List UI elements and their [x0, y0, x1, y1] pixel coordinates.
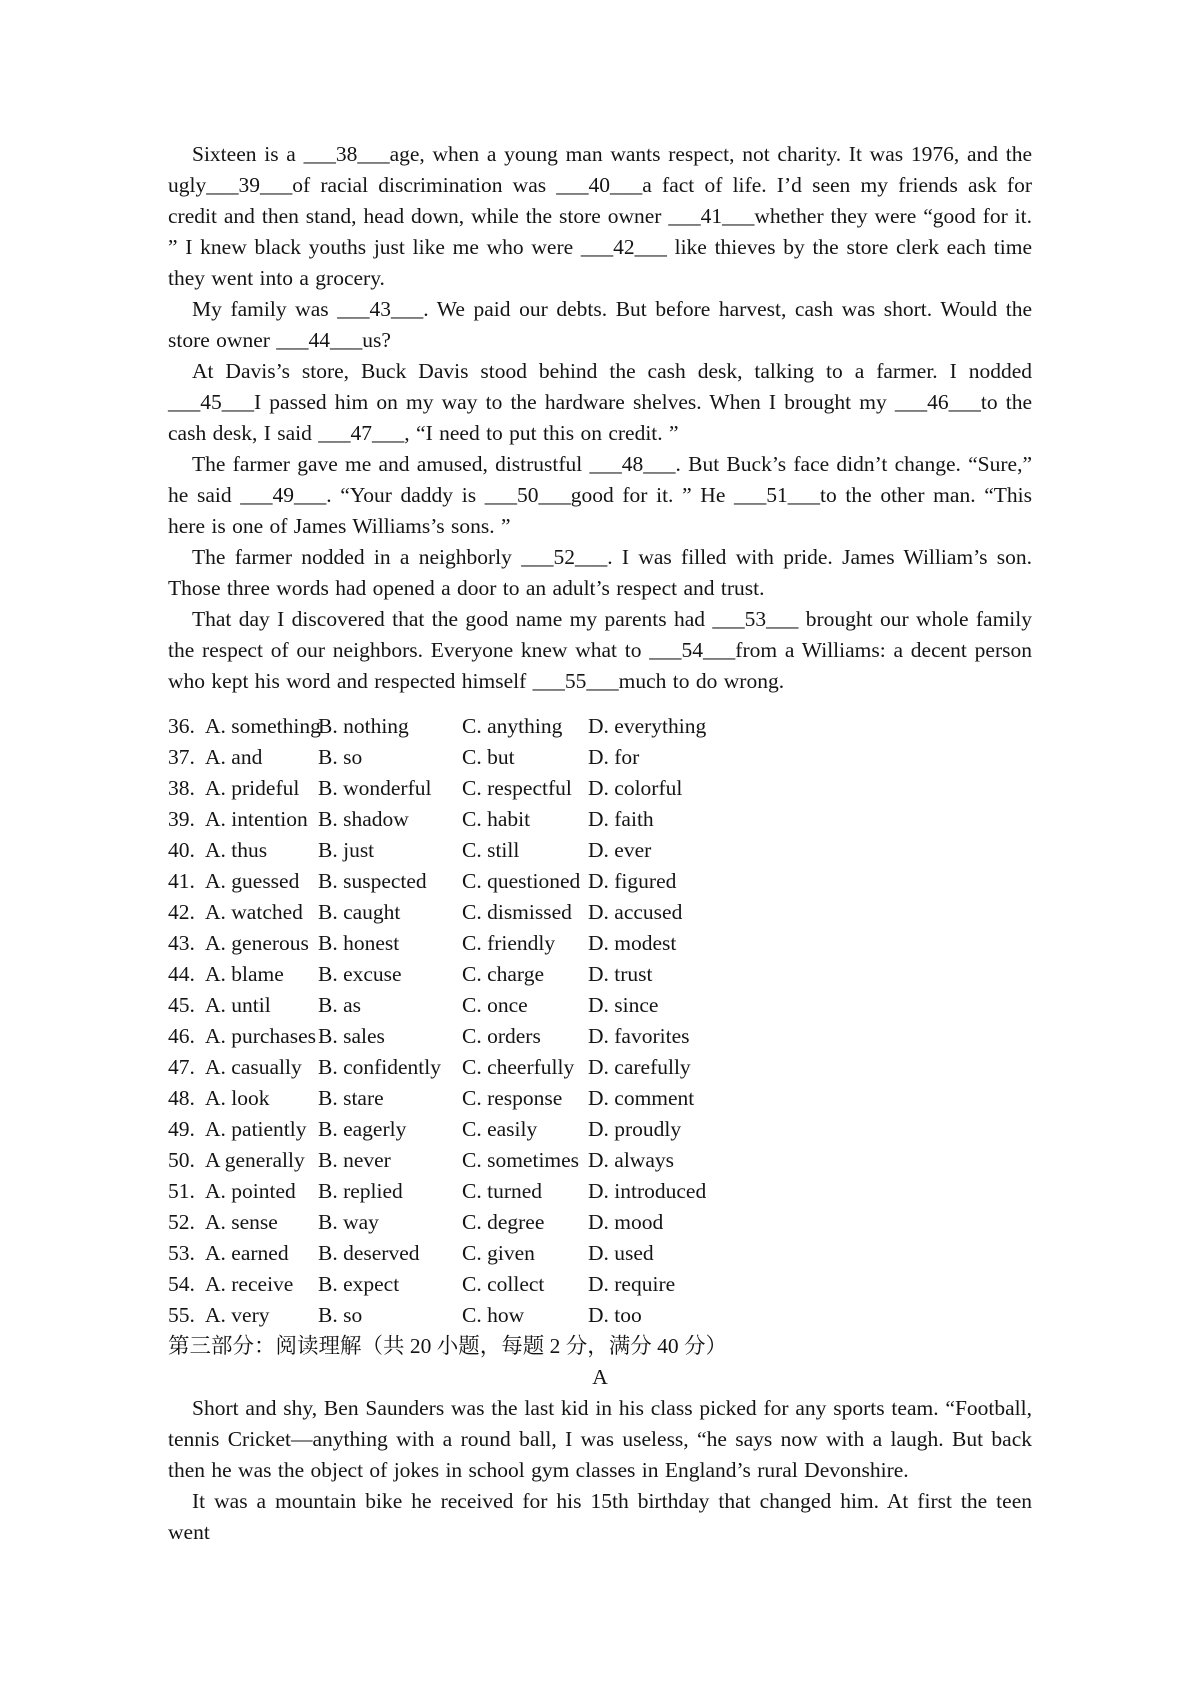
option-c: C. habit — [462, 807, 531, 831]
option-a: A. pointed — [205, 1179, 296, 1203]
option-b: B. as — [318, 993, 361, 1017]
option-d: D. colorful — [588, 776, 683, 800]
option-c: C. degree — [462, 1210, 545, 1234]
option-d: D. too — [588, 1303, 642, 1327]
option-a: A. something — [205, 714, 321, 738]
option-b: B. honest — [318, 931, 400, 955]
option-c: C. easily — [462, 1117, 538, 1141]
reading-paragraph: Short and shy, Ben Saunders was the last kid in his class picked for any sports team. “Football, tennis Cricket—anything with a round ball, I was useless, “he says now with a laugh. But back then he was the object of jokes in school gym classes in England’s rural Devonshire. — [168, 1396, 1032, 1482]
option-d: D. mood — [588, 1210, 664, 1234]
cloze-paragraph: The farmer gave me and amused, distrustful ___48___. But Buck’s face didn’t change. “Sure,” he said ___49___. “Your daddy is ___50___good for it. ” He ___51___to the other man. “This here is one of James Williams’s sons. ” — [168, 452, 1032, 538]
option-row-44 — [168, 959, 1032, 990]
cloze-paragraph: The farmer nodded in a neighborly ___52___. I was filled with pride. James William’s son. Those three words had opened a door to an adult’s respect and trust. — [168, 545, 1032, 600]
option-row-55 — [168, 1300, 1032, 1331]
option-row-38 — [168, 773, 1032, 804]
question-number: 52. — [168, 1210, 195, 1234]
option-b: B. just — [318, 838, 375, 862]
option-c: C. but — [462, 745, 515, 769]
option-b: B. expect — [318, 1272, 400, 1296]
question-number: 49. — [168, 1117, 195, 1141]
option-b: B. caught — [318, 900, 401, 924]
option-d: D. modest — [588, 931, 677, 955]
question-number: 42. — [168, 900, 195, 924]
question-number: 51. — [168, 1179, 195, 1203]
option-row-42 — [168, 897, 1032, 928]
option-c: C. once — [462, 993, 528, 1017]
option-b: B. never — [318, 1148, 391, 1172]
cloze-options-list — [168, 711, 1032, 1331]
option-row-51 — [168, 1176, 1032, 1207]
question-number: 53. — [168, 1241, 195, 1265]
question-number: 54. — [168, 1272, 195, 1296]
option-b: B. stare — [318, 1086, 384, 1110]
cloze-paragraph: My family was ___43___. We paid our debts. But before harvest, cash was short. Would the store owner ___44___us? — [168, 297, 1032, 352]
option-b: B. suspected — [318, 869, 427, 893]
question-number: 48. — [168, 1086, 195, 1110]
option-row-45 — [168, 990, 1032, 1021]
option-a: A. sense — [205, 1210, 278, 1234]
option-a: A. guessed — [205, 869, 300, 893]
passage-label: A — [592, 1365, 608, 1389]
option-d: D. always — [588, 1148, 674, 1172]
option-b: B. wonderful — [318, 776, 432, 800]
option-row-48 — [168, 1083, 1032, 1114]
option-row-47 — [168, 1052, 1032, 1083]
option-a: A. watched — [205, 900, 303, 924]
option-d: D. carefully — [588, 1055, 691, 1079]
option-b: B. confidently — [318, 1055, 442, 1079]
option-c: C. orders — [462, 1024, 541, 1048]
reading-paragraph: It was a mountain bike he received for his 15th birthday that changed him. At first the teen went — [168, 1489, 1032, 1544]
option-d: D. favorites — [588, 1024, 690, 1048]
option-a: A. generous — [205, 931, 309, 955]
option-c: C. questioned — [462, 869, 581, 893]
question-number: 44. — [168, 962, 195, 986]
option-d: D. proudly — [588, 1117, 682, 1141]
question-number: 36. — [168, 714, 195, 738]
option-c: C. friendly — [462, 931, 556, 955]
option-row-50 — [168, 1145, 1032, 1176]
page-content — [168, 139, 1032, 1548]
option-row-49 — [168, 1114, 1032, 1145]
option-a: A. purchases — [205, 1024, 317, 1048]
question-number: 40. — [168, 838, 195, 862]
option-b: B. so — [318, 745, 363, 769]
option-row-43 — [168, 928, 1032, 959]
section-header: 第三部分：阅读理解（共 20 小题，每题 2 分，满分 40 分） — [168, 1334, 728, 1358]
question-number: 41. — [168, 869, 195, 893]
option-row-53 — [168, 1238, 1032, 1269]
option-c: C. dismissed — [462, 900, 572, 924]
option-d: D. figured — [588, 869, 677, 893]
option-a: A. casually — [205, 1055, 302, 1079]
option-a: A. until — [205, 993, 271, 1017]
option-b: B. eagerly — [318, 1117, 407, 1141]
question-number: 46. — [168, 1024, 195, 1048]
option-a: A generally — [205, 1148, 305, 1172]
option-b: B. sales — [318, 1024, 385, 1048]
option-a: A. intention — [205, 807, 308, 831]
option-d: D. trust — [588, 962, 653, 986]
question-number: 55. — [168, 1303, 195, 1327]
option-a: A. patiently — [205, 1117, 307, 1141]
option-row-52 — [168, 1207, 1032, 1238]
option-b: B. deserved — [318, 1241, 420, 1265]
option-d: D. faith — [588, 807, 654, 831]
option-a: A. very — [205, 1303, 270, 1327]
question-number: 37. — [168, 745, 195, 769]
option-c: C. collect — [462, 1272, 545, 1296]
option-c: C. how — [462, 1303, 525, 1327]
cloze-paragraph: Sixteen is a ___38___age, when a young man wants respect, not charity. It was 1976, and the ugly___39___of racial discrimination was ___40___a fact of life. I’d seen my friends ask for credit and then stand, head down, while the store owner ___41___whether they were “good for it. ” I knew black youths just like me who were ___42___ like thieves by the store clerk each time they went into a grocery. — [168, 142, 1032, 290]
option-d: D. everything — [588, 714, 707, 738]
option-row-37 — [168, 742, 1032, 773]
option-b: B. excuse — [318, 962, 402, 986]
question-number: 43. — [168, 931, 195, 955]
option-d: D. for — [588, 745, 640, 769]
option-c: C. anything — [462, 714, 563, 738]
option-row-41 — [168, 866, 1032, 897]
question-number: 47. — [168, 1055, 195, 1079]
option-a: A. look — [205, 1086, 270, 1110]
option-b: B. nothing — [318, 714, 409, 738]
question-number: 38. — [168, 776, 195, 800]
option-d: D. ever — [588, 838, 652, 862]
option-c: C. response — [462, 1086, 563, 1110]
option-c: C. cheerfully — [462, 1055, 575, 1079]
option-b: B. replied — [318, 1179, 403, 1203]
question-number: 45. — [168, 993, 195, 1017]
option-row-54 — [168, 1269, 1032, 1300]
option-d: D. accused — [588, 900, 683, 924]
cloze-paragraph: At Davis’s store, Buck Davis stood behind the cash desk, talking to a farmer. I nodded ___45___I passed him on my way to the hardware shelves. When I brought my ___46___to the cash desk, I said ___47___, “I need to put this on credit. ” — [168, 359, 1032, 445]
option-a: A. receive — [205, 1272, 294, 1296]
option-d: D. comment — [588, 1086, 695, 1110]
option-b: B. so — [318, 1303, 363, 1327]
option-b: B. shadow — [318, 807, 409, 831]
option-d: D. used — [588, 1241, 654, 1265]
option-b: B. way — [318, 1210, 379, 1234]
option-row-39 — [168, 804, 1032, 835]
option-a: A. thus — [205, 838, 268, 862]
option-row-40 — [168, 835, 1032, 866]
option-a: A. blame — [205, 962, 284, 986]
option-d: D. since — [588, 993, 659, 1017]
option-row-46 — [168, 1021, 1032, 1052]
option-c: C. turned — [462, 1179, 543, 1203]
option-c: C. sometimes — [462, 1148, 580, 1172]
cloze-paragraph: That day I discovered that the good name my parents had ___53___ brought our whole family the respect of our neighbors. Everyone knew what to ___54___from a Williams: a decent person who kept his word and respected himself ___55___much to do wrong. — [168, 607, 1032, 693]
option-d: D. require — [588, 1272, 676, 1296]
option-c: C. still — [462, 838, 520, 862]
option-a: A. and — [205, 745, 263, 769]
option-c: C. respectful — [462, 776, 572, 800]
option-c: C. charge — [462, 962, 544, 986]
option-a: A. earned — [205, 1241, 289, 1265]
option-c: C. given — [462, 1241, 535, 1265]
question-number: 39. — [168, 807, 195, 831]
option-row-36 — [168, 711, 1032, 742]
question-number: 50. — [168, 1148, 195, 1172]
option-a: A. prideful — [205, 776, 300, 800]
option-d: D. introduced — [588, 1179, 707, 1203]
